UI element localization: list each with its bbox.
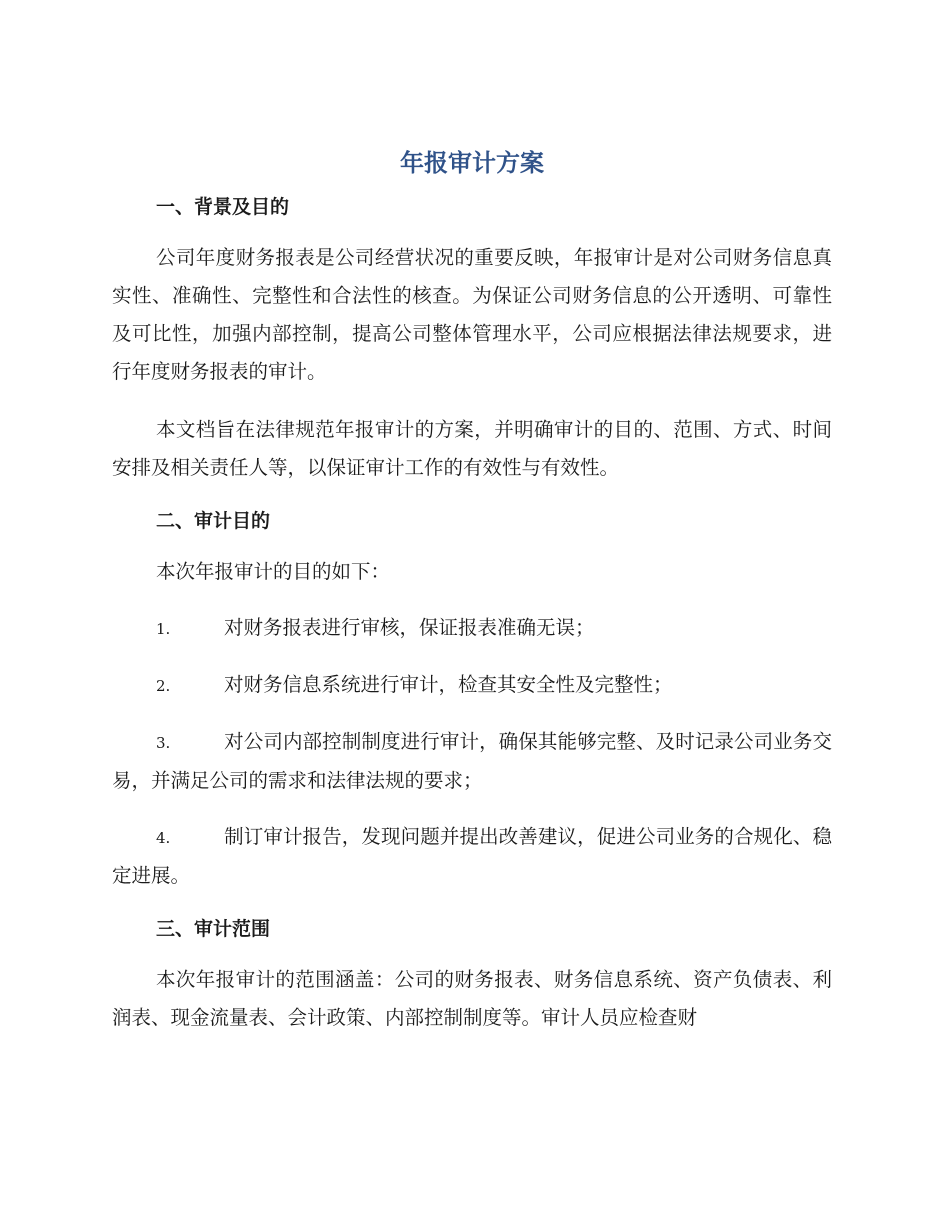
paragraph-audit-goals-intro: 本次年报审计的目的如下： — [156, 560, 391, 583]
list-number: 1. — [156, 620, 171, 638]
list-item-text: 对公司内部控制制度进行审计，确保其能够完整、及时记录公司业务交易，并满足公司的需求和法律法规的要求； — [112, 730, 832, 792]
list-item — [112, 818, 832, 895]
list-item-text: 对财务信息系统进行审计，检查其安全性及完整性； — [224, 673, 673, 696]
document-page — [112, 145, 832, 1037]
section-heading-audit-scope: 三、审计范围 — [156, 918, 271, 940]
document-title: 年报审计方案 — [400, 149, 544, 177]
list-item — [112, 666, 832, 705]
list-item-text: 对财务报表进行审核，保证报表准确无误； — [224, 616, 595, 639]
list-item-text: 制订审计报告，发现问题并提出改善建议，促进公司业务的合规化、稳定进展。 — [112, 825, 832, 887]
paragraph-audit-scope: 本次年报审计的范围涵盖：公司的财务报表、财务信息系统、资产负债表、利润表、现金流量表、会计政策、内部控制制度等。审计人员应检查财 — [112, 968, 832, 1029]
list-number: 3. — [156, 734, 171, 752]
paragraph-background: 公司年度财务报表是公司经营状况的重要反映，年报审计是对公司财务信息真实性、准确性、完整性和合法性的核查。为保证公司财务信息的公开透明、可靠性及可比性，加强内部控制，提高公司整体管理水平，公司应根据法律法规要求，进行年度财务报表的审计。 — [112, 246, 832, 383]
section-heading-audit-goals: 二、审计目的 — [156, 510, 271, 532]
section-heading-background: 一、背景及目的 — [156, 196, 290, 218]
list-item — [112, 723, 832, 800]
list-item — [112, 609, 832, 648]
paragraph-purpose-of-document: 本文档旨在法律规范年报审计的方案，并明确审计的目的、范围、方式、时间安排及相关责任人等，以保证审计工作的有效性与有效性。 — [112, 418, 832, 479]
list-number: 4. — [156, 829, 171, 847]
list-number: 2. — [156, 677, 171, 695]
